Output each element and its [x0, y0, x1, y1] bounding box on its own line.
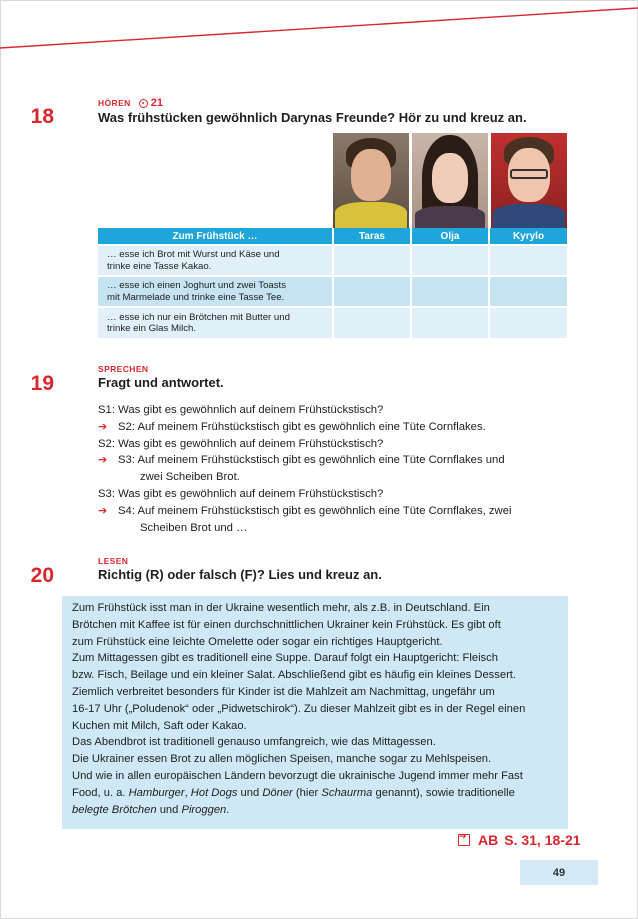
- text-line: Zum Mittagessen gibt es traditionell eine Suppe. Darauf folgt ein Hauptgericht: Fleisch: [72, 652, 498, 665]
- text-segment-italic: Döner: [262, 786, 293, 799]
- text-line: bzw. Fisch, Beilage und ein kleiner Salat. Abschließend gibt es häufig ein kleines Dessert.: [72, 669, 517, 682]
- track-number: 21: [150, 97, 163, 109]
- dialogue-text: S2: Was gibt es gewöhnlich auf deinem Frühstückstisch?: [98, 437, 384, 450]
- dialogue: [98, 402, 568, 536]
- task-title: Fragt und antwortet.: [98, 375, 224, 390]
- photo-olja: [412, 133, 488, 228]
- checkbox-cell[interactable]: [333, 245, 411, 276]
- category-label: HÖREN: [98, 98, 131, 108]
- text-segment: ,: [184, 786, 191, 799]
- task-20: [30, 556, 382, 587]
- text-line: Und wie in allen europäischen Ländern bevorzugt die ukrainische Jugend immer mehr Fast: [72, 769, 523, 782]
- header-kyrylo: Kyrylo: [489, 228, 567, 245]
- table-header-row: [98, 228, 567, 245]
- text-line: Brötchen mit Kaffee ist für einen durchschnittlichen Ukrainer kein Frühstück. Es gibt oft: [72, 618, 501, 631]
- task-number: 20: [30, 564, 54, 587]
- student-photos: [333, 133, 567, 228]
- table-row: [98, 276, 567, 307]
- dialogue-text-continuation: zwei Scheiben Brot.: [140, 471, 240, 484]
- page-number: 49: [520, 860, 598, 885]
- task-category: [62, 364, 224, 374]
- checkbox-cell[interactable]: [411, 245, 489, 276]
- text-segment: und: [156, 803, 182, 816]
- row-text-line: … esse ich nur ein Brötchen mit Butter und: [107, 311, 290, 323]
- checkbox-cell[interactable]: [489, 307, 567, 338]
- row-text-line: … esse ich einen Joghurt und zwei Toasts: [107, 280, 287, 291]
- task-title: Richtig (R) oder falsch (F)? Lies und kreuz an.: [98, 567, 382, 582]
- checkbox-cell[interactable]: [489, 245, 567, 276]
- row-description: [98, 245, 333, 276]
- text-line: [72, 802, 560, 819]
- dialogue-question: [98, 436, 568, 453]
- dialogue-text: S2: Auf meinem Frühstückstisch gibt es gewöhnlich eine Tüte Cornflakes.: [118, 420, 486, 433]
- dialogue-text: S3: Auf meinem Frühstückstisch gibt es gewöhnlich eine Tüte Cornflakes und: [118, 454, 505, 467]
- dialogue-answer: [98, 419, 568, 436]
- header-breakfast: Zum Frühstück …: [98, 228, 333, 245]
- table-row: [98, 245, 567, 276]
- task-19: [30, 364, 224, 395]
- text-segment-italic: Piroggen: [181, 803, 227, 816]
- dialogue-question: [98, 486, 568, 503]
- dialogue-answer: [98, 503, 568, 537]
- text-segment-italic: Schaurma: [321, 786, 373, 799]
- category-label: SPRECHEN: [98, 364, 149, 374]
- checkbox-cell[interactable]: [411, 276, 489, 307]
- workbook-reference[interactable]: [458, 832, 581, 848]
- audio-cd-icon: [139, 99, 148, 108]
- task-category: [62, 556, 382, 566]
- photo-kyrylo: [491, 133, 567, 228]
- text-segment: und: [237, 786, 263, 799]
- text-segment-italic: belegte Brötchen: [72, 803, 157, 816]
- text-line: Ziemlich verbreitet besonders für Kinder ist die Mahlzeit am Nachmittag, ungefähr um: [72, 685, 495, 698]
- text-line: Das Abendbrot ist traditionell genauso umfangreich, wie das Mittagessen.: [72, 736, 436, 749]
- text-line: Kuchen mit Milch, Saft oder Kakao.: [72, 719, 247, 732]
- text-line: Die Ukrainer essen Brot zu allen möglichen Speisen, manche sogar zu Mehlspeisen.: [72, 753, 492, 766]
- text-line: zum Frühstück eine leichte Omelette oder sogar ein richtiges Hauptgericht.: [72, 635, 443, 648]
- dialogue-answer: [98, 452, 568, 486]
- task-category: [62, 97, 527, 109]
- text-segment: (hier: [292, 786, 322, 799]
- task-18: [30, 97, 527, 128]
- dialogue-question: [98, 402, 568, 419]
- checkbox-cell[interactable]: [333, 276, 411, 307]
- text-segment-italic: Hot Dogs: [190, 786, 238, 799]
- breakfast-table: [98, 228, 567, 338]
- row-text-line: trinke ein Glas Milch.: [107, 323, 197, 334]
- checkbox-cell[interactable]: [411, 307, 489, 338]
- dialogue-text: S3: Was gibt es gewöhnlich auf deinem Frühstückstisch?: [98, 487, 384, 500]
- text-segment: .: [226, 803, 230, 816]
- task-title: Was frühstücken gewöhnlich Darynas Freunde? Hör zu und kreuz an.: [98, 110, 527, 125]
- row-text-line: mit Marmelade und trinke eine Tasse Tee.: [107, 291, 285, 303]
- arrow-right-icon: ➔: [98, 504, 108, 517]
- header-olja: Olja: [411, 228, 489, 245]
- photo-taras: [333, 133, 409, 228]
- dialogue-text-continuation: Scheiben Brot und …: [140, 521, 248, 534]
- task-number: 19: [30, 372, 54, 395]
- text-line: Zum Frühstück isst man in der Ukraine wesentlich mehr, als z.B. in Deutschland. Ein: [72, 602, 490, 614]
- header-taras: Taras: [333, 228, 411, 245]
- arrow-right-icon: ➔: [98, 420, 108, 433]
- text-line: 16-17 Uhr („Poludenok“ oder „Pidwetschirok“). Zu dieser Mahlzeit gibt es in der Regel einen: [72, 702, 526, 715]
- row-text-line: trinke eine Tasse Kakao.: [107, 260, 212, 272]
- arrow-right-icon: ➔: [98, 454, 108, 467]
- row-description: [98, 276, 333, 307]
- reading-text: [62, 596, 568, 829]
- dialogue-text: S1: Was gibt es gewöhnlich auf deinem Frühstückstisch?: [98, 404, 384, 416]
- workbook-label: AB: [478, 832, 499, 848]
- text-segment: Food, u. a.: [72, 786, 129, 799]
- audio-track[interactable]: [139, 97, 163, 109]
- decorative-red-line: [0, 0, 638, 60]
- text-segment-italic: Hamburger: [128, 786, 185, 799]
- dialogue-text: S4: Auf meinem Frühstückstisch gibt es gewöhnlich eine Tüte Cornflakes, zwei: [118, 504, 512, 517]
- workbook-pages: S. 31, 18-21: [504, 832, 581, 848]
- checkbox-cell[interactable]: [333, 307, 411, 338]
- task-number: 18: [30, 105, 54, 128]
- table-row: [98, 307, 567, 338]
- checkbox-cell[interactable]: [489, 276, 567, 307]
- row-description: [98, 307, 333, 338]
- text-line: [72, 785, 560, 802]
- category-label: LESEN: [98, 556, 129, 566]
- row-text-line: … esse ich Brot mit Wurst und Käse und: [107, 249, 280, 260]
- text-segment: genannt), sowie traditionelle: [372, 786, 515, 799]
- arrow-box-icon: [458, 834, 470, 846]
